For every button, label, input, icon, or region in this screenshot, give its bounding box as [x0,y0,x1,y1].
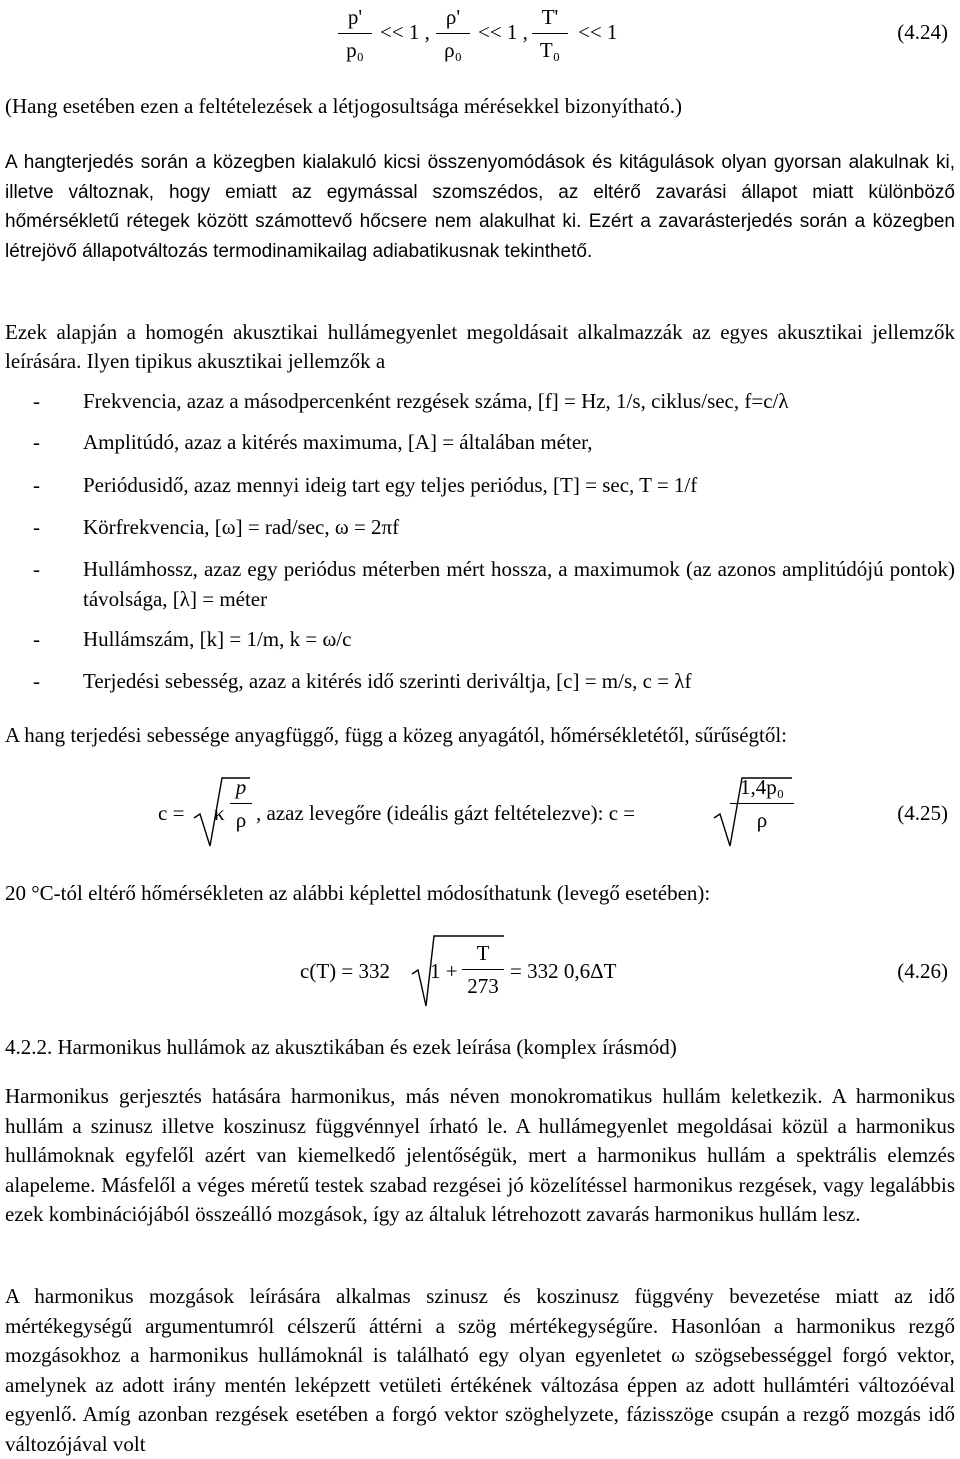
list-dash: - [33,430,40,454]
fraction-1-4p0-over-rho [730,772,794,835]
fraction-denominator: ρ [756,808,768,832]
list-item-text: Hullámhossz, azaz egy periódus méterben mért hossza, a maximumok (az azonos amplitúdójú pontok) távolsága, [λ] = méter [83,557,955,611]
fraction-denominator: ρ [235,808,247,832]
paragraph-adiabatic: A hangterjedés során a közegben kialakuló kicsi összenyomódások és kitágulások olyan gyorsan alakulnak ki, illetve változnak, hogy emiatt az egymással szomszédos, az eltérő zavarási állapot miatt különböző hőmérsékletű rétegek között számottevő hőcsere nem alakulhat ki. Ezért a zavarásterjedés során a közegben létrejövő állapotváltozás termodinamikailag adiabatikusnak tekinthető. [5,152,955,262]
fraction-numerator: p' [347,5,363,29]
fraction-numerator: 1,4p₀ [739,775,785,799]
fraction-t [532,2,568,65]
list-dash: - [33,389,40,413]
fraction-bar [730,803,794,804]
relation-text: << 1 , [478,20,528,44]
list-dash: - [33,669,40,693]
list-item-text: Periódusidő, azaz mennyi ideig tart egy teljes periódus, [T] = sec, T = 1/f [83,473,698,497]
fraction-bar [338,33,372,34]
fraction-numerator: p [235,775,247,799]
list-dash: - [33,627,40,651]
fraction-bar [532,33,568,34]
equation-lhs: c = [158,801,185,825]
fraction-rho [436,2,470,65]
paragraph-characteristics: Ezek alapján a homogén akusztikai hullámegyenlet megoldásait alkalmazzák az egyes akusztikai jellemzők leírására. Ilyen tipikus akusztikai jellemzők a [5,320,955,373]
fraction-numerator: ρ' [445,5,461,29]
fraction-denominator: 273 [467,974,499,998]
list-dash: - [33,515,40,539]
paragraph-harmonic: Harmonikus gerjesztés hatására harmonikus, más néven monokromatikus hullám keletkezik. A harmonikus hullám a szinusz illetve koszinusz függvénnyel írható le. A hullámegyenlet megoldásai közül a harmonikus hullámoknak egyfelől azért van kiemelkedő jelentőségük, mert a harmonikus hullám a spektrális elemzés alapeleme. Másfelől a véges méretű testek szabad rezgései jó közelítéssel harmonikus rezgések, vagy legalábbis ezek kombinációjából összeálló mozgások, így az általuk létrehozott zavarás harmonikus hullám lesz. [5,1084,955,1226]
fraction-denominator: T₀ [539,38,561,62]
fraction-t-over-273 [462,938,504,1001]
fraction-bar [436,33,470,34]
fraction-p [338,2,372,65]
list-dash: - [33,557,40,581]
fraction-denominator: p₀ [346,38,364,62]
equation-lhs: c(T) = 332 [300,959,390,983]
list-item-text: Hullámszám, [k] = 1/m, k = ω/c [83,627,352,651]
paragraph-speed: A hang terjedési sebessége anyagfüggő, függ a közeg anyagától, hőmérsékletétől, sűrűségtől: [5,723,788,747]
fraction-bar [462,969,504,970]
list-item-text: Frekvencia, azaz a másodpercenként rezgések száma, [f] = Hz, 1/s, ciklus/sec, f=c/λ [83,389,789,413]
relation-text: << 1 , [380,20,430,44]
list-item-text: Amplitúdó, azaz a kitérés maximuma, [A] = általában méter, [83,430,593,454]
equation-one-plus: 1 + [430,959,458,983]
fraction-bar [230,803,252,804]
equation-middle-text: , azaz levegőre (ideális gázt feltételezve): c = [256,801,636,825]
note-text: (Hang esetében ezen a feltételezések a létjogosultsága mérésekkel bizonyítható.) [5,94,682,118]
fraction-p-over-rho [230,772,252,835]
kappa-symbol: κ [214,801,225,825]
list-item-text: Körfrekvencia, [ω] = rad/sec, ω = 2πf [83,515,400,539]
paragraph-temperature: 20 °C-tól eltérő hőmérsékleten az alábbi képlettel módosíthatunk (levegő esetében): [5,881,711,905]
fraction-numerator: T [476,941,490,965]
equation-rhs: = 332 0,6ΔT [510,959,617,983]
equation-number: (4.25) [897,801,948,825]
fraction-denominator: ρ₀ [444,38,462,62]
section-heading: 4.2.2. Harmonikus hullámok az akusztikában és ezek leírása (komplex írásmód) [5,1035,677,1059]
paragraph-harmonic-description: A harmonikus mozgások leírására alkalmas szinusz és koszinusz függvény bevezetése miatt az idő mértékegységű argumentumról célszerű áttérni a szög mértékegységűre. Hasonlóan a harmonikus rezgő mozgásokhoz a harmonikus hullámoknál is található egy olyan egyenletet ω szögsebességgel forgó vektor, amelynek az adott irány mentén leképzett vetületi értékének változása éppen az adott hullámtéri változóéval egyenlő. Amíg azonban rezgések esetében a forgó vektor szöghelyzete, fázisszöge csupán a rezgő mozgás idő változójával volt [5,1284,955,1456]
list-dash: - [33,473,40,497]
list-item-text: Terjedési sebesség, azaz a kitérés idő szerinti deriváltja, [c] = m/s, c = λf [83,669,692,693]
equation-number: (4.26) [897,959,948,983]
equation-number: (4.24) [897,20,948,44]
fraction-numerator: T' [541,5,559,29]
relation-text: << 1 [578,20,618,44]
